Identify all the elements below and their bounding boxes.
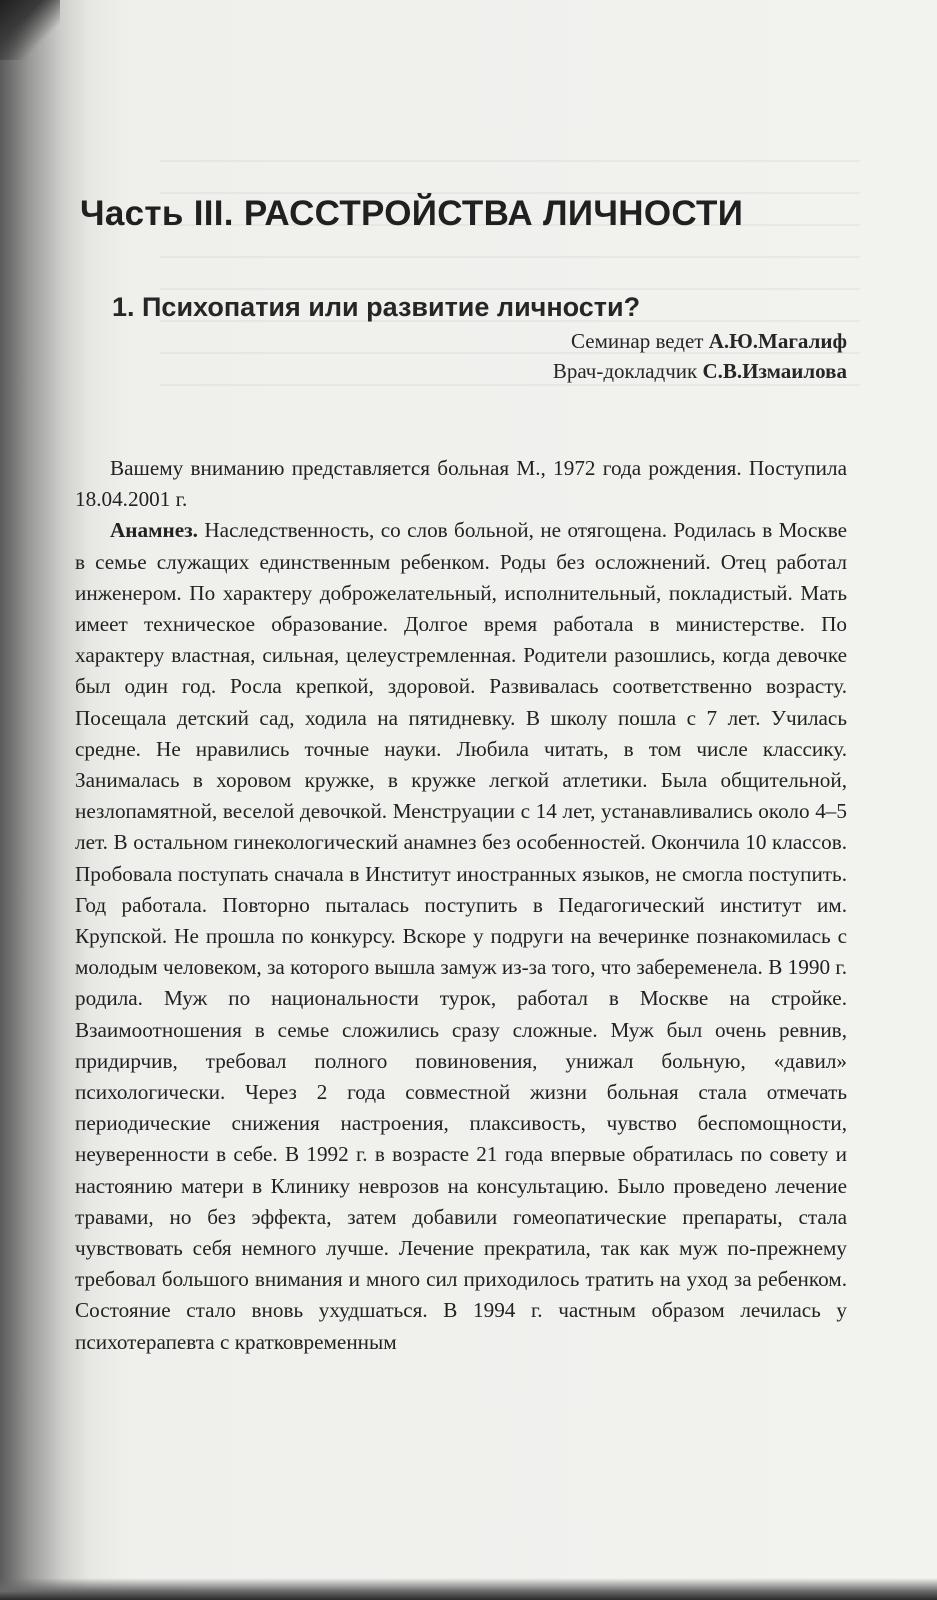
seminar-leader-line — [553, 326, 847, 356]
bleed-line — [160, 256, 860, 258]
anamnesis-paragraph — [75, 515, 847, 1357]
bottom-edge-shadow — [0, 1578, 937, 1600]
chapter-title: 1. Психопатия или развитие личности? — [112, 292, 641, 322]
anamnesis-lead: Анамнез. — [110, 518, 198, 543]
bleed-line — [160, 160, 860, 162]
part-title: Часть III. РАССТРОЙСТВА ЛИЧНОСТИ — [80, 194, 744, 233]
body-text — [75, 453, 847, 1358]
seminar-leader-name: А.Ю.Магалиф — [708, 329, 847, 353]
anamnesis-text: Наследственность, со слов больной, не отягощена. Родилась в Москве в семье служащих единственным ребенком. Роды без осложнений. Отец работал инженером. По характеру доброжелательный, исполнительный, покладистый. Мать имеет техническое образование. Долгое время работала в министерстве. По характеру властная, сильная, целеустремленная. Родители разошлись, когда девочке был один год. Росла крепкой, здоровой. Развивалась соответственно возрасту. Посещала детский сад, ходила на пятидневку. В школу пошла с 7 лет. Училась средне. Не нравились точные науки. Любила читать, в том числе классику. Занималась в хоровом кружке, в кружке легкой атлетики. Была общительной, незлопамятной, веселой девочкой. Менструации с 14 лет, устанавливались около 4–5 лет. В остальном гинекологический анамнез без особенностей. Окончила 10 классов. Пробовала поступать сначала в Институт иностранных языков, не смогла поступить. Год работала. Повторно пыталась поступить в Педагогический институт им. Крупской. Не прошла по конкурсу. Вскоре у подруги на вечеринке познакомилась с молодым человеком, за которого вышла замуж из-за того, что забеременела. В 1990 г. родила. Муж по национальности турок, работал в Москве на стройке. Взаимоотношения в семье сложились сразу сложные. Муж был очень ревнив, придирчив, требовал полного повиновения, унижал больную, «давил» психологически. Через 2 года совместной жизни больная стала отмечать периодические снижения настроения, плаксивость, чувство беспомощности, неуверенности в себе. В 1992 г. в возрасте 21 года впервые обратилась по совету и настоянию матери в Клинику неврозов на консультацию. Было проведено лечение травами, но без эффекта, затем добавили гомеопатические препараты, стала чувствовать себя немного лучше. Лечение прекратила, так как муж по-прежнему требовал большого внимания и много сил приходилось тратить на уход за ребенком. Состояние стало вновь ухудшаться. В 1994 г. частным образом лечилась у психотерапевта с кратковременным — [75, 518, 847, 1354]
reporter-name: С.В.Измаилова — [702, 359, 847, 383]
seminar-leader-label: Семинар ведет — [571, 329, 704, 353]
reporter-label: Врач-докладчик — [552, 359, 698, 383]
intro-paragraph: Вашему вниманию представляется больная М., 1972 года рождения. Поступила 18.04.2001 г. — [75, 456, 847, 512]
corner-shadow — [0, 0, 60, 60]
seminar-credits — [553, 326, 847, 386]
bleed-line — [160, 288, 860, 290]
reporter-line — [553, 356, 847, 386]
